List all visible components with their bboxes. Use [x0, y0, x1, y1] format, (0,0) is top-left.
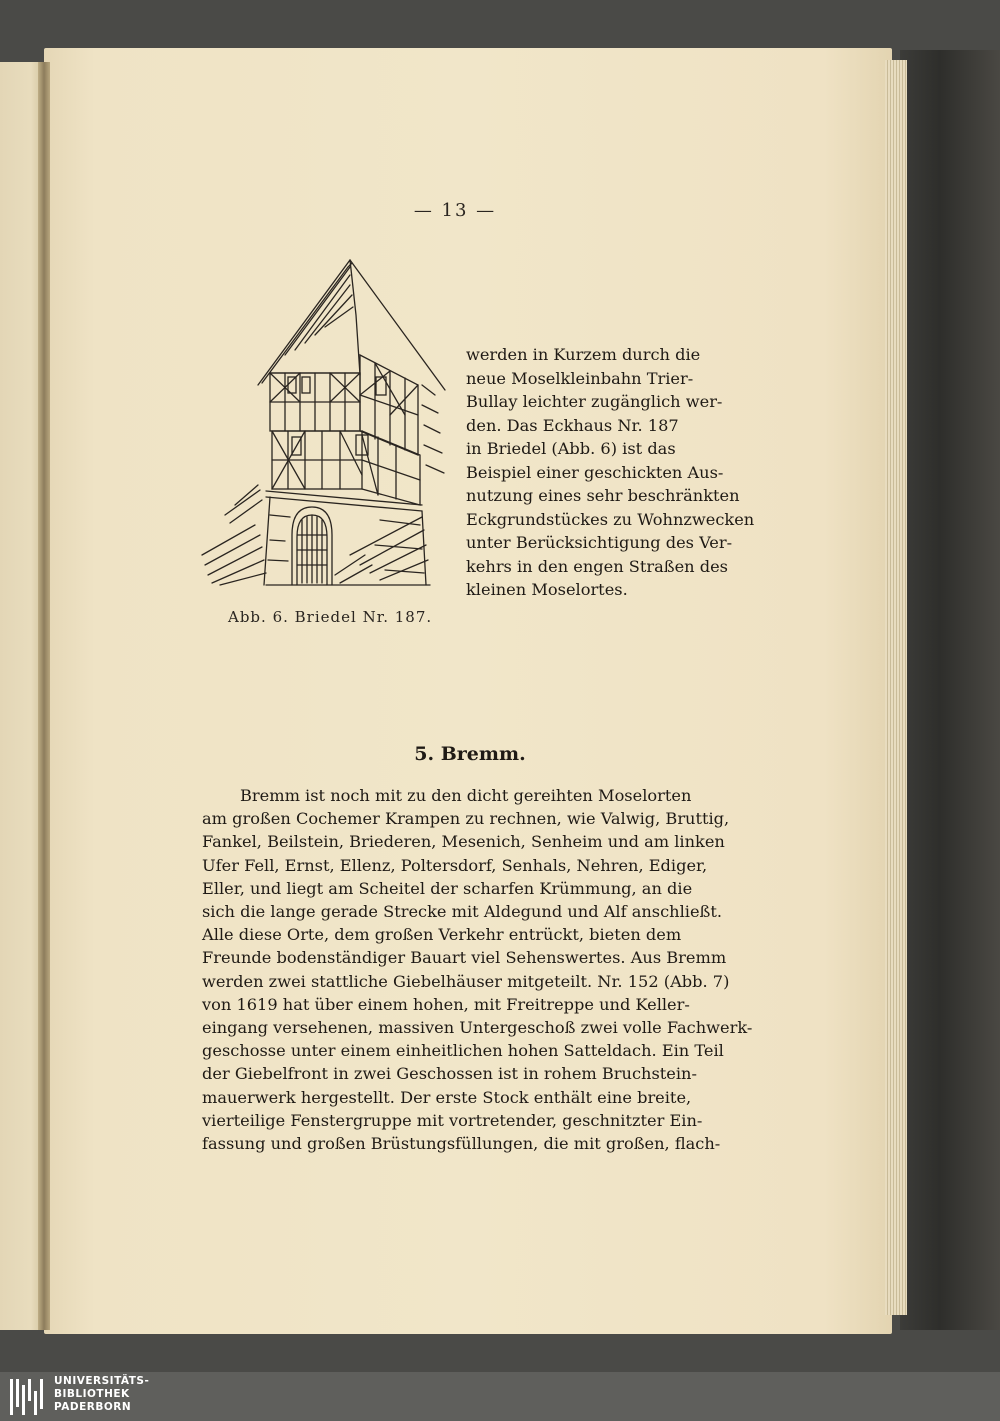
text-line: eingang versehenen, massiven Untergeschoß zwei volle Fachwerk-: [202, 1018, 753, 1038]
footer-bar: [0, 1372, 1000, 1421]
text-line: der Giebelfront in zwei Geschossen ist in rohem Bruchstein-: [202, 1064, 697, 1084]
text-line: Beispiel einer geschickten Aus-: [466, 462, 724, 482]
library-logo-text: [54, 1375, 149, 1414]
figure-caption: Abb. 6. Briedel Nr. 187.: [228, 608, 433, 626]
text-line: Fankel, Beilstein, Briederen, Mesenich, Senheim und am linken: [202, 832, 725, 852]
body-paragraph: [202, 784, 753, 1155]
text-line: Eller, und liegt am Scheitel der scharfen Krümmung, an die: [202, 878, 693, 898]
text-line: den. Das Eckhaus Nr. 187: [466, 415, 679, 435]
page-gutter: [38, 62, 50, 1330]
text-line: mauerwerk hergestellt. Der erste Stock enthält eine breite,: [202, 1087, 692, 1107]
text-line: werden zwei stattliche Giebelhäuser mitgeteilt. Nr. 152 (Abb. 7): [202, 971, 730, 991]
text-line: nutzung eines sehr beschränkten: [466, 486, 740, 505]
logo-line: BIBLIOTHEK: [54, 1388, 130, 1400]
book-cover-edge: [900, 50, 1000, 1330]
text-line: von 1619 hat über einem hohen, mit Freitreppe und Keller-: [202, 994, 690, 1014]
logo-line: PADERBORN: [54, 1401, 132, 1413]
library-logo-icon: [8, 1377, 48, 1417]
text-line: werden in Kurzem durch die: [466, 345, 701, 364]
briedel-house-illustration: [200, 255, 450, 605]
text-line: Alle diese Orte, dem großen Verkehr entrückt, bieten dem: [202, 925, 682, 945]
section-heading: 5. Bremm.: [414, 743, 526, 765]
logo-line: UNIVERSITÄTS-: [54, 1375, 150, 1387]
text-line: geschosse unter einem einheitlichen hohen Satteldach. Ein Teil: [202, 1041, 724, 1061]
page-number: — 13 —: [413, 200, 497, 221]
side-paragraph: [466, 343, 755, 602]
text-line: Eckgrundstückes zu Wohnzwecken: [466, 509, 755, 529]
text-line: in Briedel (Abb. 6) ist das: [466, 439, 676, 458]
text-line: Bullay leichter zugänglich wer-: [466, 392, 723, 411]
text-line: sich die lange gerade Strecke mit Aldegund und Alf anschließt.: [202, 902, 722, 922]
text-line: vierteilige Fenstergruppe mit vortretender, geschnitzter Ein-: [202, 1110, 703, 1130]
text-line: kleinen Moselortes.: [466, 580, 628, 599]
text-line: unter Berücksichtigung des Ver-: [466, 533, 733, 552]
text-line: am großen Cochemer Krampen zu rechnen, wie Valwig, Bruttig,: [202, 809, 730, 829]
text-line: Bremm ist noch mit zu den dicht gereihten Moselorten: [240, 786, 692, 805]
text-line: Ufer Fell, Ernst, Ellenz, Poltersdorf, Senhals, Nehren, Ediger,: [202, 855, 708, 875]
text-line: neue Moselkleinbahn Trier-: [466, 368, 694, 388]
page-stack-edges: [885, 60, 907, 1315]
text-line: fassung und großen Brüstungsfüllungen, die mit großen, flach-: [202, 1134, 721, 1154]
text-line: Freunde bodenständiger Bauart viel Sehenswertes. Aus Bremm: [202, 948, 727, 968]
text-line: kehrs in den engen Straßen des: [466, 556, 728, 576]
